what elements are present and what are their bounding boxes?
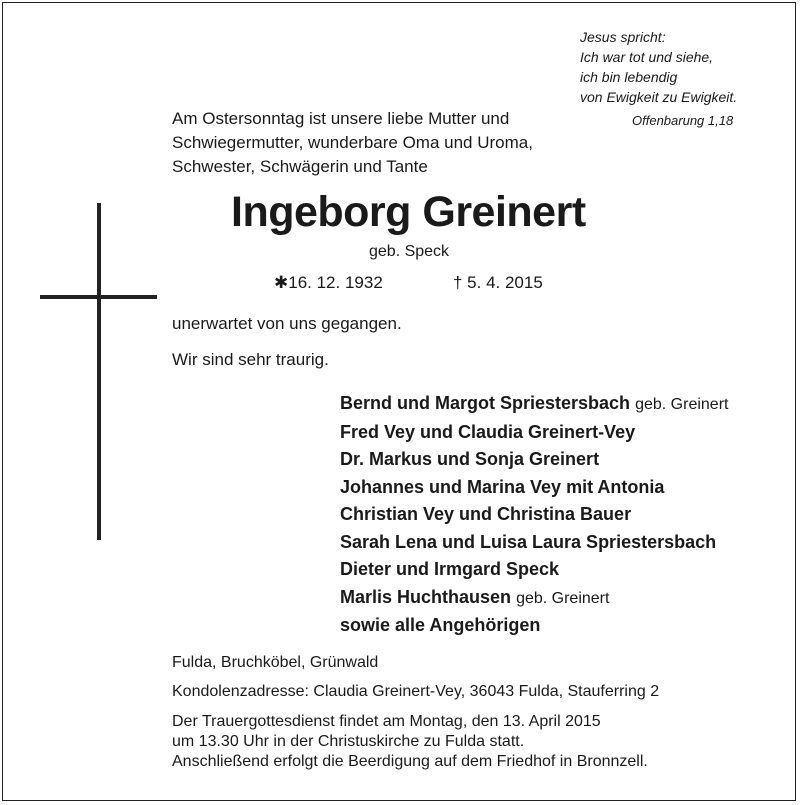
bible-quote bbox=[580, 27, 737, 107]
mourners-list bbox=[340, 390, 728, 640]
mourner-entry: Fred Vey und Claudia Greinert-Vey bbox=[340, 421, 636, 442]
sad-text: Wir sind sehr traurig. bbox=[172, 350, 329, 369]
service-line: Der Trauergottesdienst findet am Montag, den 13. April 2015 bbox=[172, 713, 601, 730]
intro-line: Schwester, Schwägerin und Tante bbox=[172, 157, 428, 176]
bible-line: Jesus spricht: bbox=[580, 29, 666, 45]
mourner-entry: Sarah Lena und Luisa Laura Spriestersbach bbox=[340, 531, 717, 552]
bible-reference: Offenbarung 1,18 bbox=[632, 113, 734, 128]
mourner-entry: Dieter und Irmgard Speck bbox=[340, 559, 560, 579]
mourner-entry: sowie alle Angehörigen bbox=[340, 615, 541, 635]
condolence-address: Kondolenzadresse: Claudia Greinert-Vey, 36043 Fulda, Stauferring 2 bbox=[172, 683, 660, 700]
service-info bbox=[172, 712, 648, 772]
cross-icon-vertical bbox=[97, 203, 101, 540]
mourner-entry: Christian Vey und Christina Bauer bbox=[340, 504, 632, 524]
bible-line: Ich war tot und siehe, bbox=[580, 49, 714, 65]
mourner-entry: Dr. Markus und Sonja Greinert bbox=[340, 449, 600, 469]
death-date: † 5. 4. 2015 bbox=[453, 273, 543, 292]
mourner-entry: Bernd und Margot Spriestersbach geb. Greinert bbox=[340, 393, 729, 413]
bible-line: ich bin lebendig bbox=[580, 69, 678, 85]
deceased-name: Ingeborg Greinert bbox=[231, 188, 586, 236]
passed-text: unerwartet von uns gegangen. bbox=[172, 314, 402, 333]
mourner-entry: Marlis Huchthausen geb. Greinert bbox=[340, 586, 610, 607]
intro-line: Am Ostersonntag ist unsere liebe Mutter und bbox=[172, 109, 510, 128]
bible-line: von Ewigkeit zu Ewigkeit. bbox=[580, 89, 738, 105]
places-text: Fulda, Bruchköbel, Grünwald bbox=[172, 654, 379, 671]
mourner-entry: Johannes und Marina Vey mit Antonia bbox=[340, 476, 665, 497]
maiden-name: geb. Speck bbox=[369, 243, 450, 260]
service-line: Anschließend erfolgt die Beerdigung auf dem Friedhof in Bronnzell. bbox=[172, 753, 648, 770]
service-line: um 13.30 Uhr in der Christuskirche zu Fulda statt. bbox=[172, 733, 525, 750]
birth-date: ✱16. 12. 1932 bbox=[274, 273, 383, 292]
cross-icon-horizontal bbox=[40, 295, 157, 299]
intro-text bbox=[172, 107, 533, 179]
intro-line: Schwiegermutter, wunderbare Oma und Uroma, bbox=[172, 133, 533, 152]
